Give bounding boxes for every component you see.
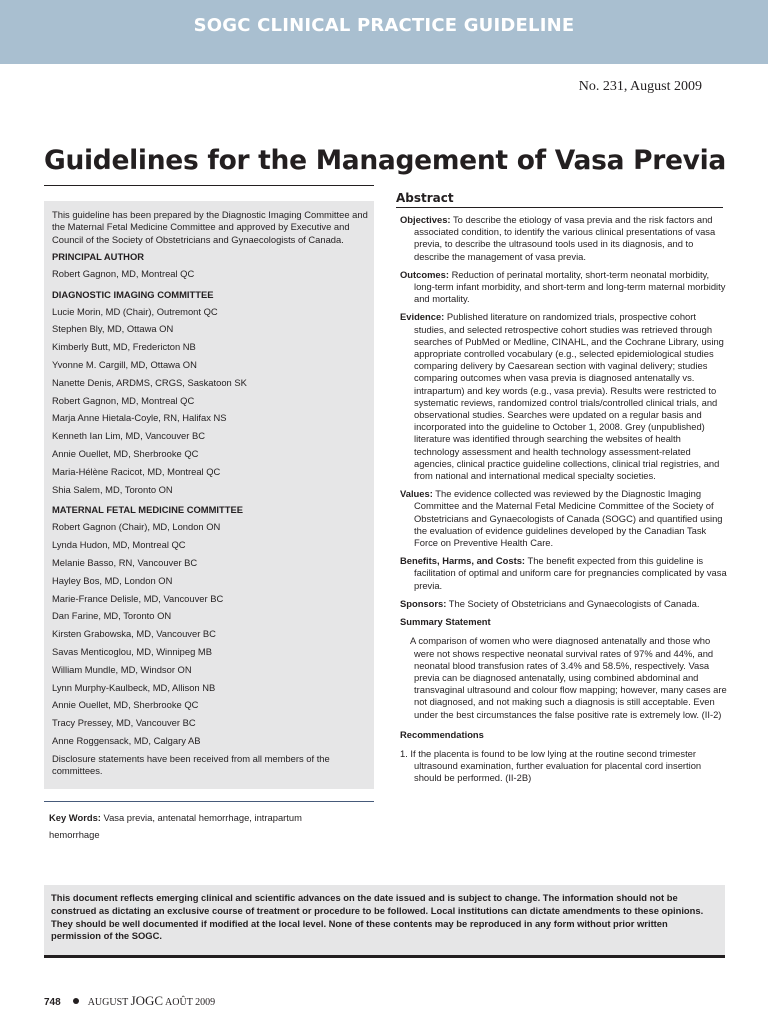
- objectives-label: Objectives:: [400, 214, 451, 225]
- abstract-benefits: [400, 555, 727, 592]
- outcomes-text: Reduction of perinatal mortality, short-term neonatal morbidity, long-term infant morbidity, and short-term and long-term maternal morbidity and mortality.: [414, 268, 726, 305]
- committee-member: Nanette Denis, ARDMS, CRGS, Saskatoon SK: [52, 376, 247, 388]
- disclaimer-text: This document reflects emerging clinical and scientific advances on the date issued and is subject to change. The information should not be construed as dictating an exclusive course of treatment or procedure to be followed. Local institutions can dictate amendments to these opinions. They should be well documented if modified at the local level. None of these contents may be reproduced in any form without prior written permission of the SOGC.: [51, 892, 704, 942]
- committee-member: Lynn Murphy-Kaulbeck, MD, Allison NB: [52, 681, 216, 693]
- keywords-divider: [44, 801, 374, 802]
- committee-member: Dan Farine, MD, Toronto ON: [52, 610, 172, 622]
- keywords-label: Key Words:: [49, 812, 101, 823]
- abstract-objectives: [400, 214, 727, 263]
- committee-member: Anne Roggensack, MD, Calgary AB: [52, 735, 201, 747]
- footer-journal: JOGC: [130, 993, 164, 1008]
- committee-member: Melanie Basso, RN, Vancouver BC: [52, 557, 198, 569]
- abstract-evidence: [400, 311, 727, 482]
- imaging-committee-heading: DIAGNOSTIC IMAGING COMMITTEE: [52, 288, 214, 300]
- committee-member: Stephen Bly, MD, Ottawa ON: [52, 323, 174, 335]
- imaging-committee-list: [52, 305, 370, 501]
- authors-box: [44, 201, 374, 789]
- page-footer: [44, 993, 215, 1009]
- committee-member: Kenneth Ian Lim, MD, Vancouver BC: [52, 430, 206, 442]
- recommendations-heading: Recommendations: [400, 728, 484, 740]
- keywords-text: Vasa previa, antenatal hemorrhage, intrapartum hemorrhage: [49, 812, 302, 840]
- disclosure-statement: Disclosure statements have been received from all members of the committees.: [52, 752, 330, 777]
- bullet-icon: [73, 998, 79, 1004]
- abstract-sponsors: [400, 598, 727, 610]
- title-divider: [44, 185, 374, 186]
- summary-statement: A comparison of women who were diagnosed antenatally and those who were not shows respective neonatal survival rates of 97% and 44%, and neonatal blood transfusion rates of 3.4% and 58.5%, respectively. Vasa previa can be diagnosed antenatally, using combined abdominal and transvaginal ultrasound and colour flow mapping; however, many cases are not diagnosed, and not making such a diagnosis is still acceptable. Even under the best circumstances the false positive rate is extremely low. (II-2): [410, 635, 727, 720]
- committee-member: William Mundle, MD, Windsor ON: [52, 663, 192, 675]
- guideline-banner: [0, 0, 768, 64]
- benefits-label: Benefits, Harms, and Costs:: [400, 555, 526, 567]
- issue-number: No. 231, August 2009: [578, 79, 702, 94]
- mfm-committee-list: [52, 520, 370, 751]
- evidence-label: Evidence:: [400, 311, 445, 323]
- committee-member: Marja Anne Hietala-Coyle, RN, Halifax NS: [52, 412, 227, 424]
- banner-title: SOGC CLINICAL PRACTICE GUIDELINE: [193, 15, 575, 36]
- summary-heading: Summary Statement: [400, 616, 491, 628]
- sponsors-text: The Society of Obstetricians and Gynaecologists of Canada.: [446, 597, 700, 609]
- values-label: Values:: [400, 488, 433, 500]
- committee-member: Maria-Hélène Racicot, MD, Montreal QC: [52, 465, 221, 477]
- committee-member: Hayley Bos, MD, London ON: [52, 574, 173, 586]
- committee-member: Lucie Morin, MD (Chair), Outremont QC: [52, 305, 218, 317]
- running-footer: [87, 993, 216, 1008]
- keywords: [49, 809, 349, 843]
- committee-member: Annie Ouellet, MD, Sherbrooke QC: [52, 699, 199, 711]
- recommendation-item: 1. If the placenta is found to be low lying at the routine second trimester ultrasound examination, further evaluation for placental cord insertion should be performed. (II-2B): [400, 747, 702, 784]
- committee-member: Tracy Pressey, MD, Vancouver BC: [52, 717, 196, 729]
- page-number: 748: [44, 997, 61, 1008]
- committee-member: Lynda Hudon, MD, Montreal QC: [52, 539, 186, 551]
- committee-member: Yvonne M. Cargill, MD, Ottawa ON: [52, 359, 197, 371]
- benefits-text: The benefit expected from this guideline is facilitation of optimal and uniform care for pregnancies complicated by vasa previa.: [414, 555, 727, 591]
- committee-member: Robert Gagnon (Chair), MD, London ON: [52, 521, 221, 533]
- abstract-values: [400, 488, 727, 549]
- outcomes-label: Outcomes:: [400, 268, 449, 280]
- abstract-heading: Abstract: [396, 191, 454, 205]
- principal-author: Robert Gagnon, MD, Montreal QC: [52, 267, 195, 279]
- committee-member: Marie-France Delisle, MD, Vancouver BC: [52, 592, 224, 604]
- principal-author-heading: PRINCIPAL AUTHOR: [52, 250, 145, 262]
- mfm-committee-heading: MATERNAL FETAL MEDICINE COMMITTEE: [52, 504, 243, 516]
- preparation-statement: This guideline has been prepared by the Diagnostic Imaging Committee and the Maternal Fetal Medicine Committee and approved by Executive and Council of the Society of Obstetricians and Gynaecologists of Canada.: [52, 209, 368, 245]
- page-title: Guidelines for the Management of Vasa Previa: [44, 145, 726, 176]
- committee-member: Kirsten Grabowska, MD, Vancouver BC: [52, 628, 216, 640]
- disclaimer-box: [44, 885, 725, 958]
- committee-member: Kimberly Butt, MD, Fredericton NB: [52, 341, 196, 353]
- footer-month: AUGUST: [87, 997, 129, 1008]
- abstract-outcomes: [400, 269, 727, 306]
- committee-member: Shia Salem, MD, Toronto ON: [52, 483, 173, 495]
- evidence-text: Published literature on randomized trials, prospective cohort studies, and selected retrospective cohort studies was retrieved through searches of PubMed or Medline, CINAHL, and the Cochrane Library, using appropriate controlled vocabulary (e.g., selected epidemiological studies comparing delivery by Caesarean section with vaginal delivery; studies comparing outcomes when vasa previa is diagnosed antenatally vs. intrapartum) and key words (e.g., vasa previa). Results were restricted to systematic reviews, randomized control trials/controlled clinical trials, and observational studies. Searches were updated on a regular basis and incorporated into the guideline to October 1, 2008. Grey (unpublished) literature was identified through searching the websites of health technology assessment and health technology assessment-related agencies, clinical practice guideline collections, clinical trial registries, and from national and international medical specialty societies.: [414, 311, 724, 482]
- abstract-divider: [396, 207, 723, 208]
- values-text: The evidence collected was reviewed by the Diagnostic Imaging Committee and the Maternal Fetal Medicine Committee of the Society of Obstetricians and Gynaecologists of Canada (SOGC) and quantified using the evaluation of evidence guidelines developed by the Canadian Task Force on Preventive Health Care.: [414, 488, 723, 549]
- committee-member: Robert Gagnon, MD, Montreal QC: [52, 394, 195, 406]
- objectives-text: To describe the etiology of vasa previa and the risk factors and associated condition, to identify the various clinical presentations of vasa previa, to describe the ultrasound tools used in its diagnosis, and to describe the management of vasa previa.: [414, 214, 716, 262]
- sponsors-label: Sponsors:: [400, 597, 447, 609]
- committee-member: Annie Ouellet, MD, Sherbrooke QC: [52, 448, 199, 460]
- committee-member: Savas Menticoglou, MD, Winnipeg MB: [52, 646, 212, 658]
- abstract-body: [400, 214, 727, 785]
- footer-month-fr: AOÛT 2009: [165, 997, 216, 1008]
